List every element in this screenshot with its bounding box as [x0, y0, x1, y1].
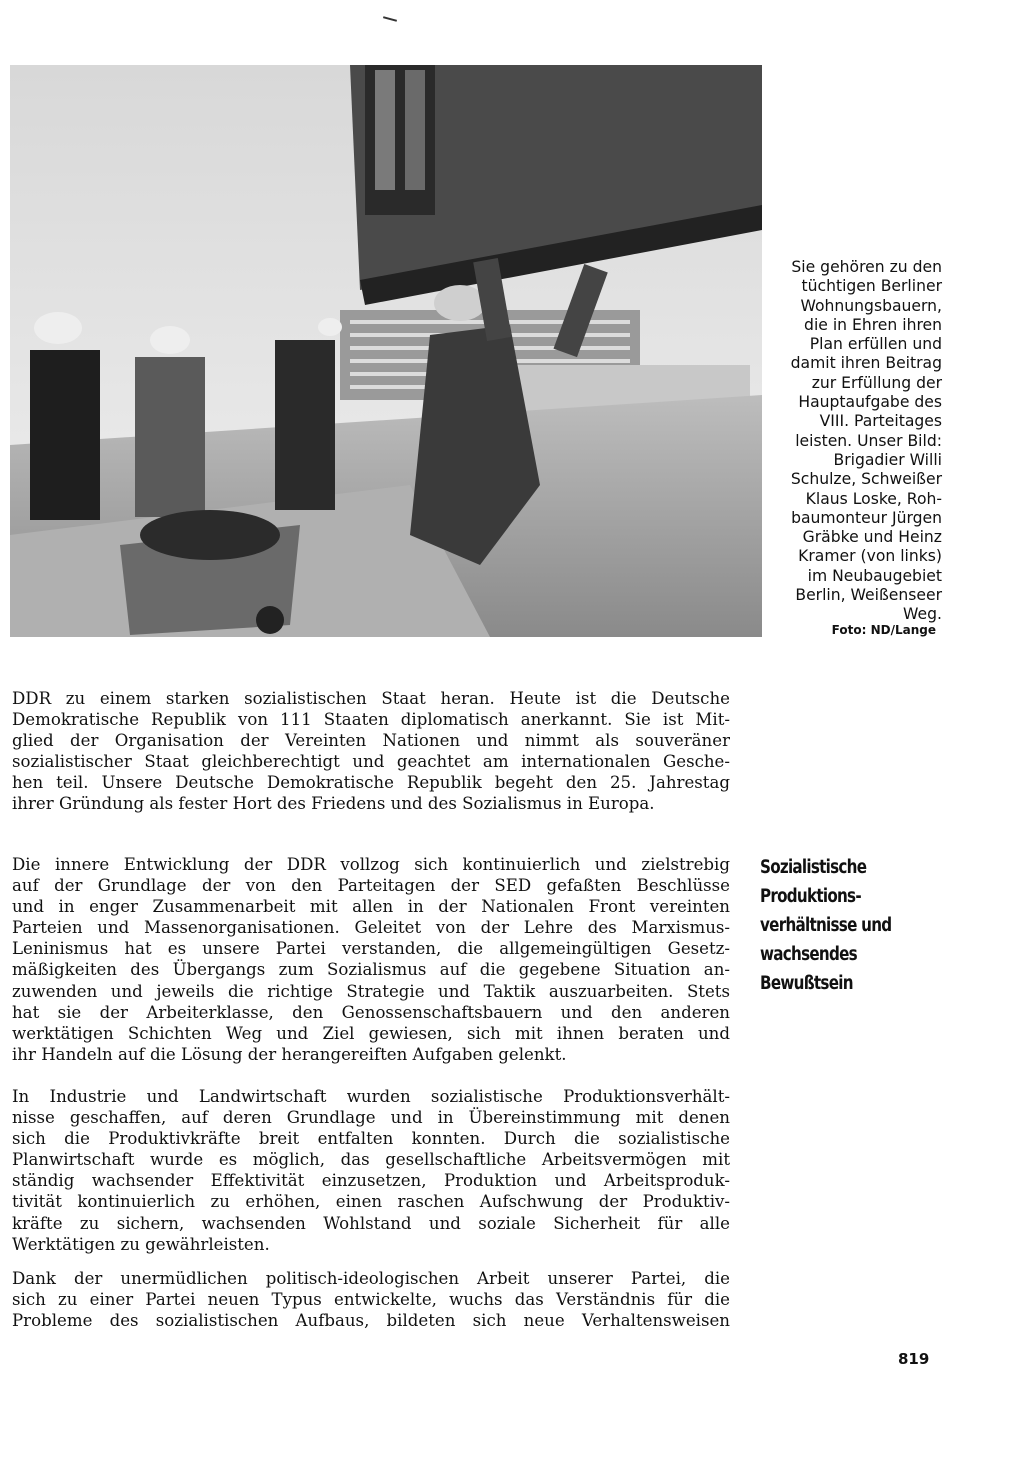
text-line: sich die Produktivkräfte breit entfalten konnten. Durch die sozialistische	[12, 1129, 730, 1149]
page-number: 819	[898, 1350, 930, 1368]
text-line: und in enger Zusammenarbeit mit allen in der Nationalen Front vereinten	[12, 897, 730, 917]
text-line: ständig wachsender Effektivität einzusetzen, Produktion und Arbeitsproduk-	[12, 1171, 730, 1191]
text-line: sich zu einer Partei neuen Typus entwickelte, wuchs das Verständnis für die	[12, 1290, 730, 1310]
text-line: Probleme des sozialistischen Aufbaus, bildeten sich neue Verhaltensweisen	[12, 1311, 730, 1331]
caption-line: Berlin, Weißenseer	[795, 586, 942, 605]
text-line: Planwirtschaft wurde es möglich, das gesellschaftliche Arbeitsvermögen mit	[12, 1150, 730, 1170]
heading-line: Bewußtsein	[760, 973, 853, 994]
caption-line: zur Erfüllung der	[811, 373, 942, 392]
text-line: tivität kontinuierlich zu erhöhen, einen raschen Aufschwung der Produktiv-	[12, 1192, 730, 1212]
text-line: glied der Organisation der Vereinten Nationen und nimmt als souveräner	[12, 731, 730, 751]
paragraph-1	[12, 688, 730, 815]
caption-line: Sie gehören zu den	[791, 258, 942, 276]
text-line: hen teil. Unsere Deutsche Demokratische Republik begeht den 25. Jahrestag	[12, 773, 730, 793]
heading-line: Produktions-	[760, 886, 861, 907]
text-line: DDR zu einem starken sozialistischen Staat heran. Heute ist die Deutsche	[12, 689, 730, 708]
photo-caption	[762, 258, 942, 625]
text-line: kräfte zu sichern, wachsenden Wohlstand und soziale Sicherheit für alle	[12, 1213, 730, 1233]
caption-line: im Neubaugebiet	[807, 566, 942, 585]
heading-line: Sozialistische	[760, 857, 867, 878]
photo-credit: Foto: ND/Lange	[831, 623, 936, 637]
caption-line: damit ihren Beitrag	[790, 354, 942, 373]
caption-line: Klaus Loske, Roh-	[805, 489, 942, 508]
text-line: Werktätigen zu gewährleisten.	[12, 1234, 270, 1254]
caption-line: die in Ehren ihren	[804, 315, 942, 334]
heading-line: wachsendes	[760, 944, 857, 965]
section-heading	[760, 853, 924, 998]
text-line: Leninismus hat es unsere Partei verstanden, die allgemeingültigen Gesetz-	[12, 939, 730, 959]
caption-line: leisten. Unser Bild:	[795, 431, 942, 450]
caption-line: Brigadier Willi	[833, 450, 942, 469]
text-line: nisse geschaffen, auf deren Grundlage und in Übereinstimmung mit denen	[12, 1108, 730, 1128]
text-line: Dank der unermüdlichen politisch-ideologischen Arbeit unserer Partei, die	[12, 1269, 730, 1288]
text-line: zuwenden und jeweils die richtige Strategie und Taktik auszuarbeiten. Stets	[12, 981, 730, 1001]
paragraph-3	[12, 1086, 730, 1255]
text-line: sozialistischer Staat gleichberechtigt und geachtet am internationalen Gesche-	[12, 752, 730, 772]
page-mark	[383, 16, 397, 22]
text-line: ihr Handeln auf die Lösung der herangereiften Aufgaben gelenkt.	[12, 1044, 567, 1064]
caption-line: tüchtigen Berliner	[801, 277, 942, 296]
text-line: Demokratische Republik von 111 Staaten diplomatisch anerkannt. Sie ist Mit-	[12, 710, 730, 730]
paragraph-2	[12, 854, 730, 1065]
text-line: mäßigkeiten des Übergangs zum Sozialismus auf die gegebene Situation an-	[12, 960, 730, 980]
caption-line: Schulze, Schweißer	[790, 470, 942, 489]
text-line: Die innere Entwicklung der DDR vollzog sich kontinuierlich und zielstrebig	[12, 855, 730, 874]
caption-line: Wohnungsbauern,	[800, 296, 942, 315]
construction-workers-photo	[10, 65, 762, 637]
text-line: ihrer Gründung als fester Hort des Friedens und des Sozialismus in Europa.	[12, 794, 655, 814]
caption-line: baumonteur Jürgen	[791, 508, 942, 527]
caption-line: Kramer (von links)	[798, 547, 942, 566]
text-line: werktätigen Schichten Weg und Ziel gewiesen, sich mit ihnen beraten und	[12, 1023, 730, 1043]
caption-line: VIII. Parteitages	[819, 412, 942, 431]
heading-line: verhältnisse und	[760, 915, 892, 936]
paragraph-4	[12, 1268, 730, 1331]
caption-line: Weg.	[903, 605, 942, 624]
caption-line: Plan erfüllen und	[809, 335, 942, 354]
caption-line: Gräbke und Heinz	[802, 528, 942, 547]
text-line: hat sie der Arbeiterklasse, den Genossenschaftsbauern und den anderen	[12, 1002, 730, 1022]
photo-illustration	[10, 65, 762, 637]
text-line: auf der Grundlage der von den Parteitagen der SED gefaßten Beschlüsse	[12, 876, 730, 896]
caption-line: Hauptaufgabe des	[798, 393, 942, 412]
text-line: Parteien und Massenorganisationen. Geleitet von der Lehre des Marxismus-	[12, 918, 730, 938]
text-line: In Industrie und Landwirtschaft wurden sozialistische Produktionsverhält-	[12, 1087, 730, 1106]
